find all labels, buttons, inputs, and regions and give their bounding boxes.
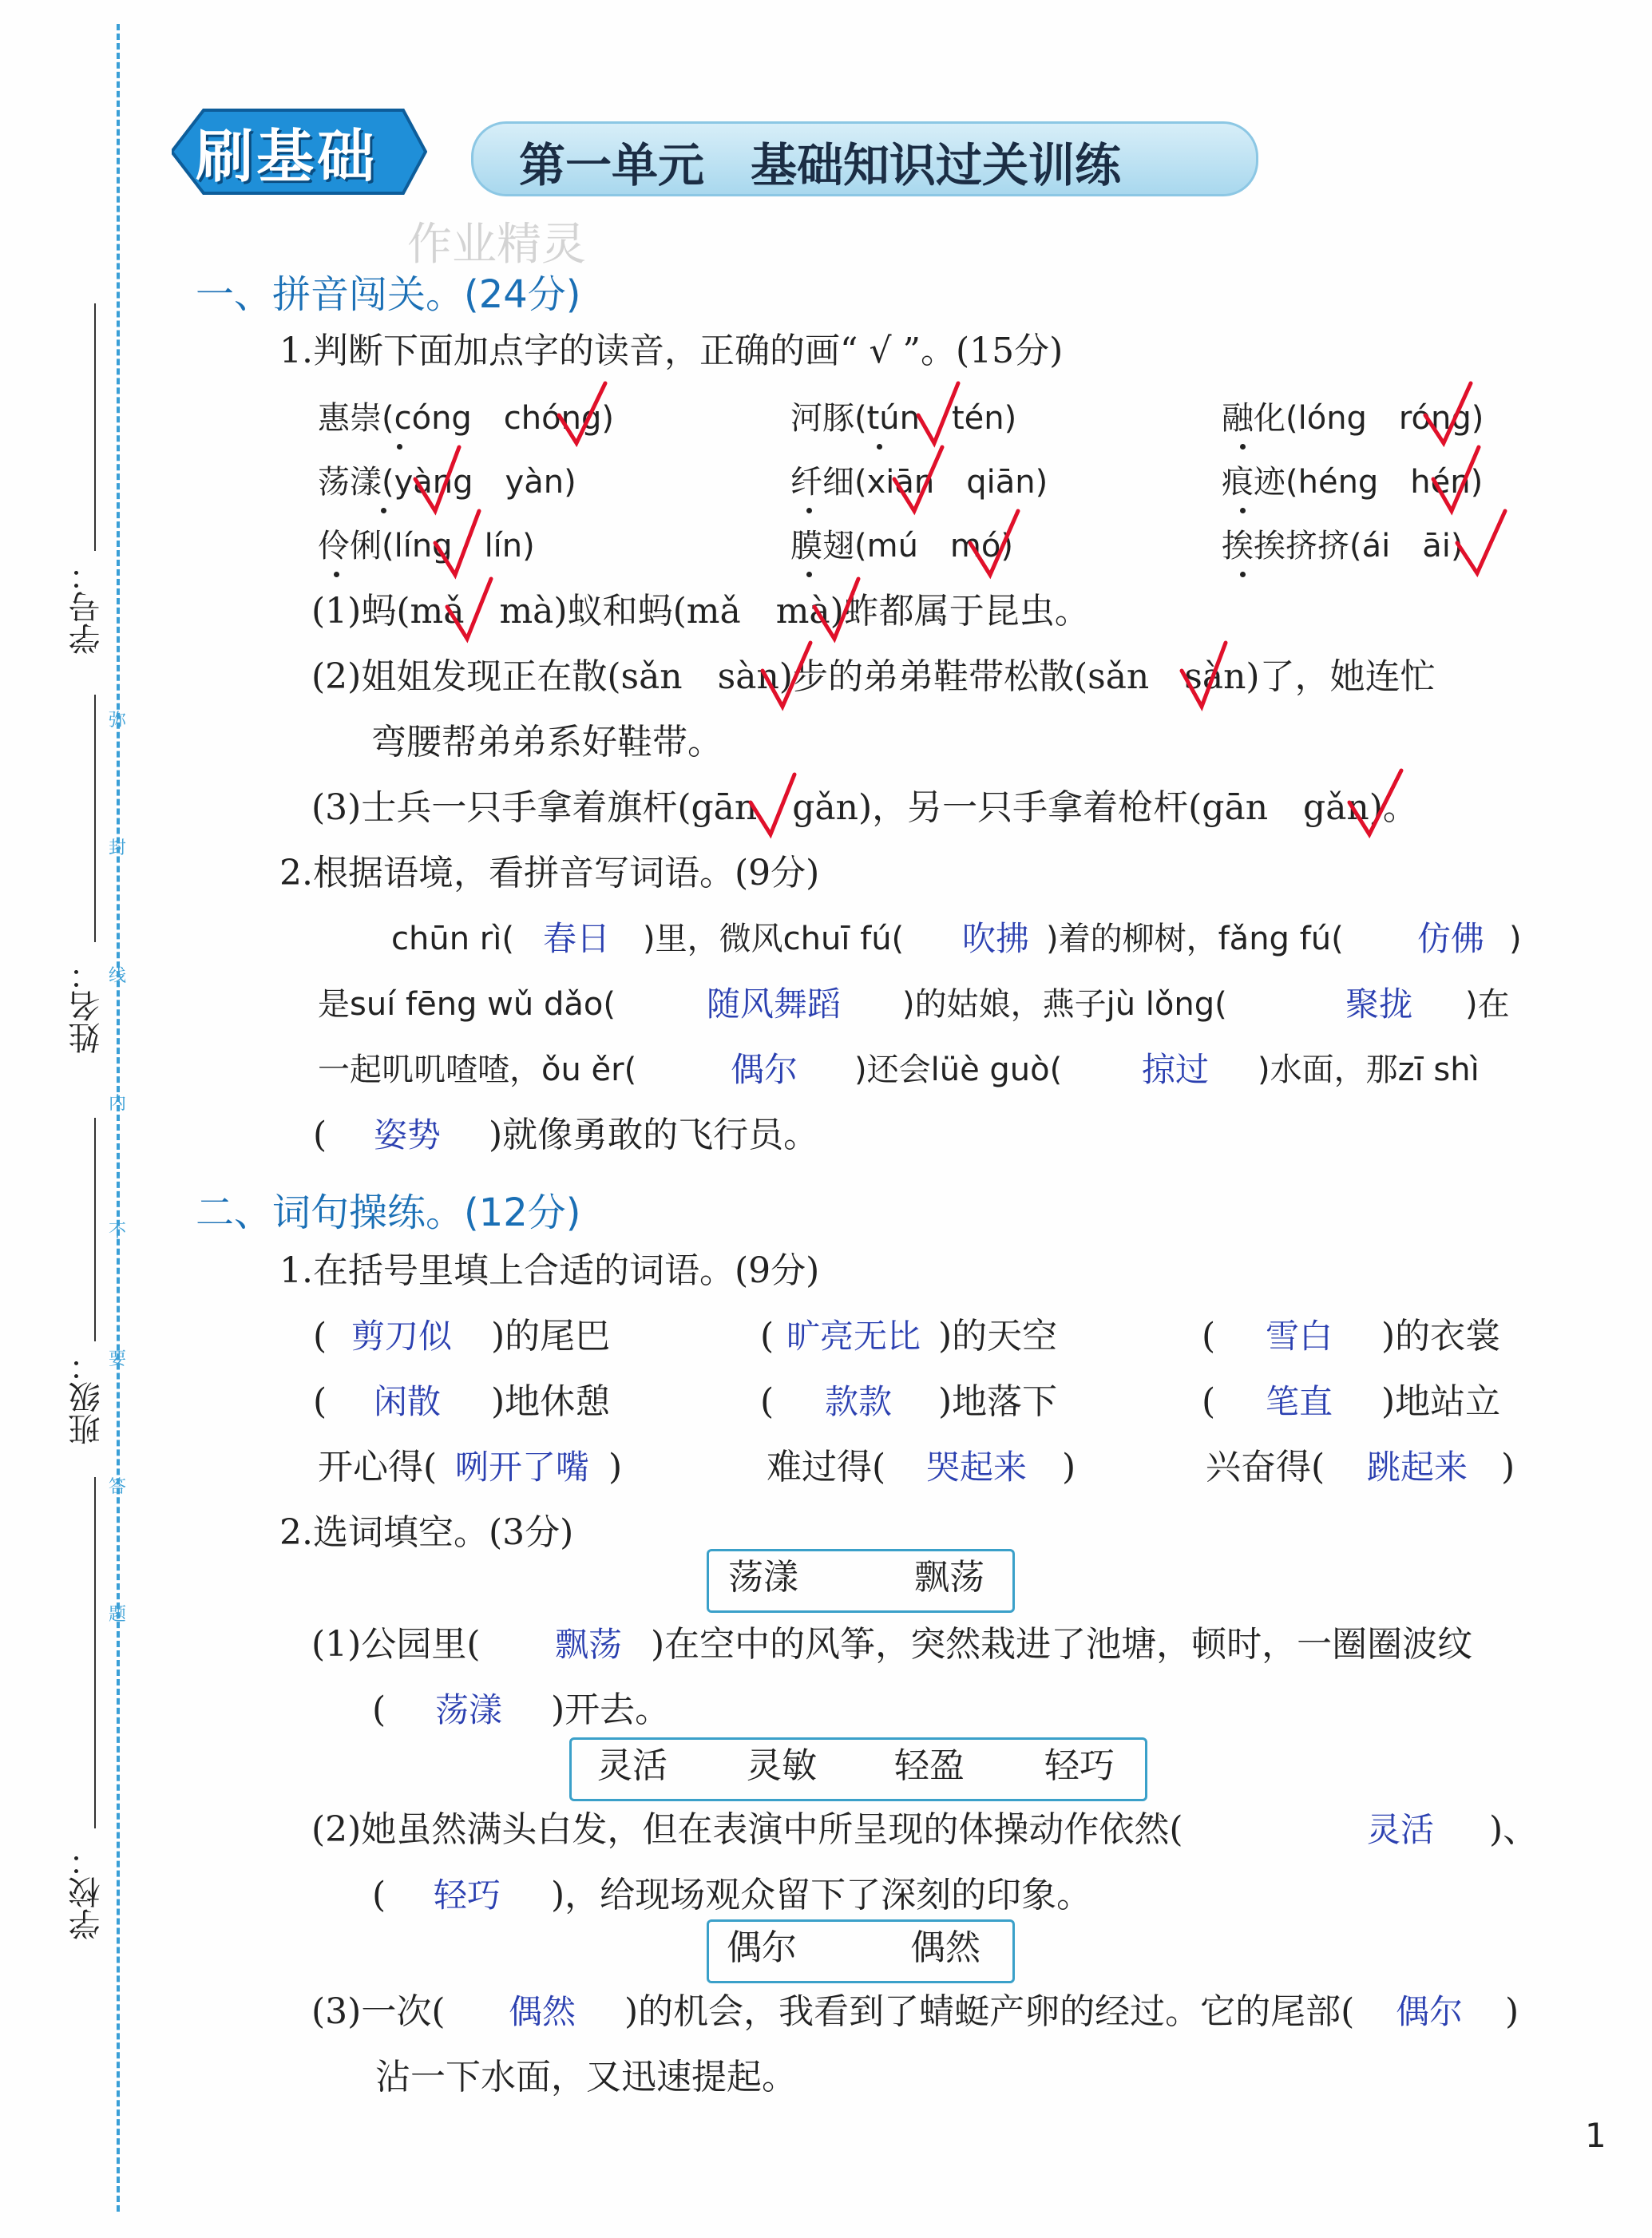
- check-icon: [1182, 643, 1226, 707]
- seal-char: 不: [109, 1222, 127, 1242]
- s2-q1: 1.在括号里填上合适的词语。(9分): [279, 1250, 820, 1291]
- fill-suffix: )的衣裳: [1381, 1316, 1501, 1357]
- answer-text: 姿势: [374, 1115, 442, 1155]
- check-icon: [1349, 770, 1401, 834]
- answer-text: 旷亮无比: [786, 1317, 921, 1356]
- bracket: (: [1202, 1381, 1216, 1422]
- word-option: 灵活: [597, 1745, 668, 1786]
- watermark: 作业精灵: [407, 219, 586, 271]
- check-icon: [447, 579, 491, 639]
- xuexiao-underline: [94, 1477, 96, 1828]
- fill-suffix: )的天空: [938, 1316, 1058, 1357]
- word-option: 偶尔: [727, 1927, 797, 1968]
- answer-text: 闲散: [374, 1382, 442, 1421]
- section1-title: 一、拼音闯关。(24分): [196, 272, 581, 317]
- pinyin-item: 痕迹(héng hén): [1222, 464, 1484, 501]
- bracket: (: [760, 1316, 774, 1357]
- bracket: ): [1062, 1447, 1076, 1487]
- answer-text: 随风舞蹈: [707, 984, 842, 1024]
- sentence-text: (2)她虽然满头白发，但在表演中所呈现的体操动作依然(: [311, 1809, 1183, 1850]
- s1-sentence2b: 弯腰帮弟弟系好鞋带。: [371, 722, 723, 763]
- para-text: 一起叽叽喳喳，ǒu ěr(: [318, 1052, 637, 1088]
- fill-prefix: 难过得(: [767, 1447, 886, 1487]
- answer-text: 荡漾: [435, 1690, 503, 1729]
- sentence-text: )在空中的风筝，突然栽进了池塘，顿时，一圈圈波纹: [651, 1624, 1473, 1665]
- pinyin-item: 伶俐(líng lín): [318, 528, 535, 564]
- para-text: )在: [1465, 986, 1510, 1023]
- xuexiao-label: 学校：: [69, 1844, 105, 1940]
- word-option: 飘荡: [914, 1557, 984, 1598]
- bracket: ): [608, 1447, 623, 1487]
- pinyin-item: 荡漾(yàng yàn): [318, 464, 576, 501]
- s1-q2: 2.根据语境，看拼音写词语。(9分): [279, 853, 820, 893]
- fill-suffix: )地休憩: [491, 1381, 611, 1422]
- check-icon: [814, 579, 858, 639]
- fill-suffix: )地站立: [1381, 1381, 1501, 1422]
- word-option: 偶然: [910, 1927, 981, 1968]
- check-icon: [415, 447, 459, 511]
- seal-char: 内: [109, 1094, 127, 1114]
- seal-char: 题: [109, 1605, 127, 1625]
- bracket: ): [1501, 1447, 1515, 1487]
- bracket: (: [1202, 1316, 1216, 1357]
- seal-char: 弥: [109, 711, 127, 731]
- s1-sentence2a: (2)姐姐发现正在散(sǎn sàn)步的弟弟鞋带松散(sǎn sàn)了，她连忙: [311, 656, 1436, 697]
- sentence-text: )开去。: [551, 1689, 671, 1730]
- sentence-text: 沾一下水面，又迅速提起。: [375, 2057, 797, 2097]
- para-text: )还会lüè guò(: [854, 1052, 1063, 1088]
- answer-text: 雪白: [1266, 1317, 1333, 1356]
- sentence-text: )的机会，我看到了蜻蜓产卵的经过。它的尾部(: [624, 1991, 1355, 2032]
- answer-text: 飘荡: [555, 1625, 623, 1664]
- sentence-text: )，给现场观众留下了深刻的印象。: [551, 1875, 1092, 1915]
- fill-prefix: 兴奋得(: [1206, 1447, 1325, 1487]
- answer-text: 掠过: [1142, 1050, 1210, 1089]
- bracket: (: [760, 1381, 774, 1422]
- sentence-text: (: [372, 1689, 386, 1730]
- word-option: 轻盈: [894, 1745, 965, 1786]
- s1-q1: 1.判断下面加点字的读音，正确的画“ √ ”。(15分): [279, 331, 1064, 371]
- answer-text: 吹拂: [962, 919, 1030, 958]
- sentence-text: ): [1505, 1991, 1519, 2032]
- para-text: )的姑娘，燕子jù lǒng(: [902, 986, 1227, 1023]
- para-text: )就像勇敢的飞行员。: [489, 1115, 819, 1155]
- seal-char: 答: [109, 1477, 127, 1497]
- s1-sentence1: (1)蚂(mǎ mà)蚁和蚂(mǎ mà)蚱都属于昆虫。: [311, 591, 1090, 632]
- sentence-text: (3)一次(: [311, 1991, 446, 2032]
- answer-text: 轻巧: [434, 1876, 501, 1915]
- answer-text: 哭起来: [926, 1448, 1028, 1487]
- fill-prefix: 开心得(: [318, 1447, 438, 1487]
- para-text: chūn rì(: [391, 921, 514, 957]
- s1-sentence3: (3)士兵一只手拿着旗杆(gān gǎn)，另一只手拿着枪杆(gān gǎn)。: [311, 787, 1418, 828]
- xuehao-label: 学号：: [69, 559, 105, 655]
- bracket: (: [313, 1381, 327, 1422]
- para-text: )水面，那zī shì: [1258, 1052, 1480, 1088]
- para-text: (: [313, 1115, 327, 1155]
- para-text: )着的柳树，fǎng fú(: [1046, 921, 1344, 957]
- banji-underline: [94, 1118, 96, 1341]
- answer-text: 偶尔: [731, 1050, 798, 1089]
- check-icon: [970, 511, 1018, 575]
- check-marks: [0, 0, 1652, 878]
- xingming-label: 姓名：: [69, 958, 105, 1054]
- answer-text: 灵活: [1367, 1810, 1435, 1849]
- sentence-text: (: [372, 1875, 386, 1915]
- section2-title: 二、词句操练。(12分): [196, 1190, 581, 1235]
- word-option: 灵敏: [747, 1745, 817, 1786]
- answer-text: 跳起来: [1367, 1448, 1468, 1487]
- seal-char: 封: [109, 838, 127, 858]
- answer-text: 偶然: [509, 1992, 576, 2031]
- fill-suffix: )地落下: [938, 1381, 1058, 1422]
- answer-text: 聚拢: [1345, 984, 1413, 1024]
- word-option: 荡漾: [728, 1557, 798, 1598]
- answer-text: 款款: [825, 1382, 893, 1421]
- check-icon: [1457, 511, 1505, 573]
- answer-text: 仿佛: [1417, 919, 1485, 958]
- pinyin-item: 挨挨挤挤(ái āi): [1222, 528, 1464, 564]
- check-icon: [763, 643, 810, 707]
- check-icon: [435, 511, 479, 575]
- para-text: )里，微风chuī fú(: [643, 921, 905, 957]
- check-icon: [918, 383, 958, 443]
- pinyin-item: 融化(lóng róng): [1222, 400, 1484, 437]
- answer-text: 咧开了嘴: [455, 1448, 590, 1487]
- check-icon: [751, 774, 794, 834]
- banji-label: 班级：: [69, 1349, 105, 1445]
- pinyin-item: 膜翅(mú mó): [790, 528, 1013, 564]
- answer-text: 笔直: [1266, 1382, 1333, 1421]
- answer-text: 偶尔: [1396, 1992, 1464, 2031]
- check-icon: [1433, 447, 1479, 511]
- bracket: (: [313, 1316, 327, 1357]
- sentence-text: )、: [1489, 1809, 1539, 1850]
- pinyin-item: 惠崇(cóng chóng): [318, 400, 614, 437]
- page-title: 第一单元 基础知识过关训练: [519, 138, 1122, 192]
- page-number: 1: [1585, 2116, 1606, 2155]
- check-icon: [894, 447, 942, 511]
- seal-char: 要: [109, 1349, 127, 1369]
- pinyin-item: 纤细(xiān qiān): [790, 464, 1048, 501]
- pinyin-item: 河豚(tún tén): [790, 400, 1017, 437]
- check-icon: [1425, 383, 1471, 443]
- para-text: 是suí fēng wǔ dǎo(: [318, 986, 616, 1023]
- s2-q2: 2.选词填空。(3分): [279, 1512, 574, 1553]
- check-icon: [559, 383, 605, 443]
- badge-text: 刷基础: [196, 123, 378, 190]
- seal-char: 线: [109, 966, 127, 986]
- fill-suffix: )的尾巴: [491, 1316, 611, 1357]
- answer-text: 春日: [543, 919, 611, 958]
- answer-text: 剪刀似: [351, 1317, 453, 1356]
- sentence-text: (1)公园里(: [311, 1624, 481, 1665]
- para-text: ): [1509, 921, 1522, 957]
- word-option: 轻巧: [1044, 1745, 1115, 1786]
